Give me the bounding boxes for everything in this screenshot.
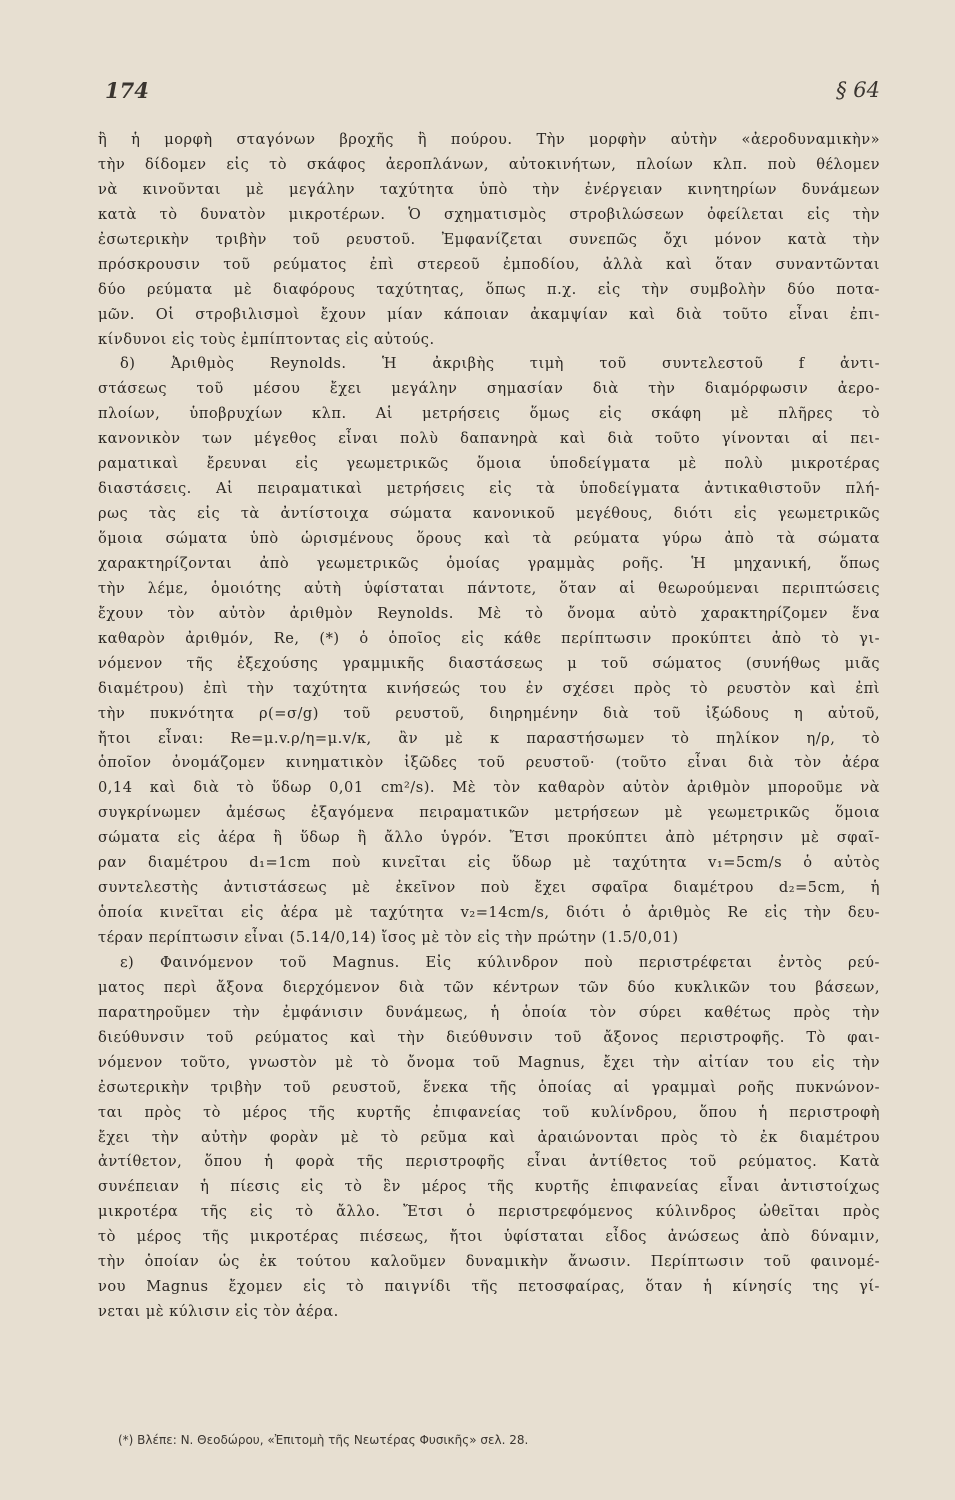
formula-line: ἤτοι εἶναι: Re=μ.v.ρ/η=μ.v/κ, ἂν μὲ κ παραστήσωμεν τὸ πηλίκον η/ρ, τὸ: [98, 729, 880, 747]
text-line: τὴν δίδομεν εἰς τὸ σκάφος ἀεροπλάνων, αὐτοκινήτων, πλοίων κλπ. ποὺ θέλομεν: [98, 155, 880, 173]
text-line: σώματα εἰς ἀέρα ἢ ὕδωρ ἢ ἄλλο ὑγρόν. Ἔτσι προκύπτει ἀπὸ μέτρησιν μὲ σφαῖ-: [98, 829, 880, 847]
text-line: διαστάσεις. Αἱ πειραματικαὶ μετρήσεις εἰς τὰ ὑποδείγματα ἀντικαθιστοῦν πλή-: [98, 480, 880, 498]
section-marker: § 64: [836, 78, 880, 102]
text-line: μῶν. Οἱ στροβιλισμοὶ ἔχουν μίαν κάποιαν ἀκαμψίαν καὶ διὰ τοῦτο εἶναι ἐπι-: [98, 305, 880, 323]
text-line: ματος περὶ ἄξονα διερχόμενον διὰ τῶν κέντρων τῶν δύο κυκλικῶν του βάσεων,: [98, 978, 880, 996]
paragraph-heading-reynolds: δ) Ἀριθμὸς Reynolds. Ἡ ἀκριβὴς τιμὴ τοῦ συντελεστοῦ f ἀντι-: [120, 355, 880, 373]
text-line: ἔχουν τὸν αὐτὸν ἀριθμὸν Reynolds. Μὲ τὸ ὄνομα αὐτὸ χαρακτηρίζομεν ἕνα: [98, 604, 880, 622]
text-line: συντελεστὴς ἀντιστάσεως μὲ ἐκεῖνον ποὺ ἔχει σφαῖρα διαμέτρου d₂=5cm, ἡ: [98, 879, 880, 897]
text-line: ἀντίθετον, ὅπου ἡ φορὰ τῆς περιστροφῆς εἶναι ἀντίθετος τοῦ ρεύματος. Κατὰ: [98, 1153, 880, 1171]
text-line: νου Magnus ἔχομεν εἰς τὸ παιγνίδι τῆς πετοσφαίρας, ὅταν ἡ κίνησίς της γί-: [98, 1278, 880, 1296]
text-line: 0,14 καὶ διὰ τὸ ὕδωρ 0,01 cm²/s). Μὲ τὸν καθαρὸν αὐτὸν ἀριθμὸν μποροῦμε νὰ: [98, 779, 880, 797]
paragraph-heading-magnus: ε) Φαινόμενον τοῦ Magnus. Εἰς κύλινδρον ποὺ περιστρέφεται ἐντὸς ρεύ-: [120, 953, 880, 971]
text-line: μικροτέρα τῆς εἰς τὸ ἄλλο. Ἔτσι ὁ περιστρεφόμενος κύλινδρος ὠθεῖται πρὸς: [98, 1203, 880, 1221]
text-line: ται πρὸς τὸ μέρος τῆς κυρτῆς ἐπιφανείας τοῦ κυλίνδρου, ὅπου ἡ περιστροφὴ: [98, 1103, 880, 1121]
page-header: [105, 78, 880, 108]
text-line: κατὰ τὸ δυνατὸν μικροτέρων. Ὁ σχηματισμὸς στροβιλώσεων ὀφείλεται εἰς τὴν: [98, 205, 880, 223]
text-line: τὴν ὁποίαν ὡς ἐκ τούτου καλοῦμεν δυναμικὴν ἄνωσιν. Περίπτωσιν τοῦ φαινομέ-: [98, 1253, 880, 1271]
text-line: ραν διαμέτρου d₁=1cm ποὺ κινεῖται εἰς ὕδωρ μὲ ταχύτητα v₁=5cm/s ὁ αὐτὸς: [98, 854, 880, 872]
text-line: κανονικὸν των μέγεθος εἶναι πολὺ δαπανηρὰ καὶ διὰ τοῦτο γίνονται αἱ πει-: [98, 430, 880, 448]
text-line: τὴν λέμε, ὁμοιότης αὐτὴ ὑφίσταται πάντοτε, ὅταν αἱ θεωρούμεναι περιπτώσεις: [98, 579, 880, 597]
text-line: νόμενον τοῦτο, γνωστὸν μὲ τὸ ὄνομα τοῦ Magnus, ἔχει τὴν αἰτίαν του εἰς τὴν: [98, 1053, 880, 1071]
text-line: ἐσωτερικὴν τριβὴν τοῦ ρευστοῦ, ἕνεκα τῆς ὁποίας αἱ γραμμαὶ ροῆς πυκνώνον-: [98, 1078, 880, 1096]
text-line: ἢ ἡ μορφὴ σταγόνων βροχῆς ἢ πούρου. Τὴν μορφὴν αὐτὴν «ἀεροδυναμικὴν»: [98, 131, 880, 148]
text-line: πρόσκρουσιν τοῦ ρεύματος ἐπὶ στερεοῦ ἐμποδίου, ἀλλὰ καὶ ὅταν συναντῶνται: [98, 255, 880, 273]
text-line: κίνδυνοι εἰς τοὺς ἐμπίπτοντας εἰς αὐτούς.: [98, 330, 435, 348]
text-line: ἐσωτερικὴν τριβὴν τοῦ ρευστοῦ. Ἐμφανίζεται συνεπῶς ὄχι μόνον κατὰ τὴν: [98, 230, 880, 248]
text-line: καθαρὸν ἀριθμόν, Re, (*) ὁ ὁποῖος εἰς κάθε περίπτωσιν προκύπτει ἀπὸ τὸ γι-: [98, 629, 880, 647]
text-line: ὁποῖον ὀνομάζομεν κινηματικὸν ἰξῶδες τοῦ ρευστοῦ· (τοῦτο εἶναι διὰ τὸν ἀέρα: [98, 754, 880, 772]
text-line: διεύθυνσιν τοῦ ρεύματος καὶ τὴν διεύθυνσιν τοῦ ἄξονος περιστροφῆς. Τὸ φαι-: [98, 1028, 880, 1046]
text-line: παρατηροῦμεν τὴν ἐμφάνισιν δυνάμεως, ἡ ὁποία τὸν σύρει καθέτως πρὸς τὴν: [98, 1003, 880, 1021]
text-line: τέραν περίπτωσιν εἶναι (5.14/0,14) ἴσος μὲ τὸν εἰς τὴν πρώτην (1.5/0,01): [98, 929, 679, 946]
text-line: νεται μὲ κύλισιν εἰς τὸν ἀέρα.: [98, 1303, 339, 1321]
footnote: (*) Βλέπε: Ν. Θεοδώρου, «Ἐπιτομὴ τῆς Νεωτέρας Φυσικῆς» σελ. 28.: [118, 1433, 529, 1447]
text-line: ὅμοια σώματα ὑπὸ ὡρισμένους ὅρους καὶ τὰ ρεύματα γύρω ἀπὸ τὰ σώματα: [98, 530, 880, 547]
text-line: νὰ κινοῦνται μὲ μεγάλην ταχύτητα ὑπὸ τὴν ἐνέργειαν κινητηρίων δυνάμεων: [98, 180, 880, 198]
text-line: διαμέτρου) ἐπὶ τὴν ταχύτητα κινήσεώς του ἐν σχέσει πρὸς τὸ ρευστὸν καὶ ἐπὶ: [98, 679, 880, 697]
text-line: νόμενον τῆς ἐξεχούσης γραμμικῆς διαστάσεως μ τοῦ σώματος (συνήθως μιᾶς: [98, 654, 880, 672]
text-line: τὸ μέρος τῆς μικροτέρας πιέσεως, ἤτοι ὑφίσταται εἶδος ἀνώσεως ἀπὸ δύναμιν,: [98, 1228, 880, 1246]
text-line: πλοίων, ὑποβρυχίων κλπ. Αἱ μετρήσεις ὅμως εἰς σκάφη μὲ πλῆρες τὸ: [98, 405, 880, 423]
text-line: τὴν πυκνότητα ρ(=σ/g) τοῦ ρευστοῦ, διηρημένην διὰ τοῦ ἰξώδους η αὐτοῦ,: [98, 704, 880, 722]
page-number: 174: [105, 78, 149, 103]
text-line: ὁποία κινεῖται εἰς ἀέρα μὲ ταχύτητα v₂=14cm/s, διότι ὁ ἀριθμὸς Re εἰς τὴν δευ-: [98, 904, 880, 922]
text-line: συνέπειαν ἡ πίεσις εἰς τὸ ἓν μέρος τῆς κυρτῆς ἐπιφανείας εἶναι ἀντιστοίχως: [98, 1178, 880, 1196]
text-line: ρως τὰς εἰς τὰ ἀντίστοιχα σώματα κανονικοῦ μεγέθους, διότι εἰς γεωμετρικῶς: [98, 505, 880, 523]
text-line: χαρακτηρίζονται ἀπὸ γεωμετρικῶς ὁμοίας γραμμὰς ροῆς. Ἡ μηχανική, ὅπως: [98, 554, 880, 572]
body-text: [98, 128, 880, 1325]
text-line: συγκρίνωμεν ἀμέσως ἐξαγόμενα πειραματικῶν μετρήσεων μὲ γεωμετρικῶς ὅμοια: [98, 804, 880, 822]
text-line: δύο ρεύματα μὲ διαφόρους ταχύτητας, ὅπως π.χ. εἰς τὴν συμβολὴν δύο ποτα-: [98, 280, 880, 298]
text-line: ραματικαὶ ἔρευναι εἰς γεωμετρικῶς ὅμοια ὑποδείγματα μὲ πολὺ μικροτέρας: [98, 455, 880, 473]
text-line: στάσεως τοῦ μέσου ἔχει μεγάλην σημασίαν διὰ τὴν διαμόρφωσιν ἀερο-: [98, 380, 880, 398]
text-line: ἔχει τὴν αὐτὴν φορὰν μὲ τὸ ρεῦμα καὶ ἀραιώνονται πρὸς τὸ ἐκ διαμέτρου: [98, 1128, 880, 1146]
